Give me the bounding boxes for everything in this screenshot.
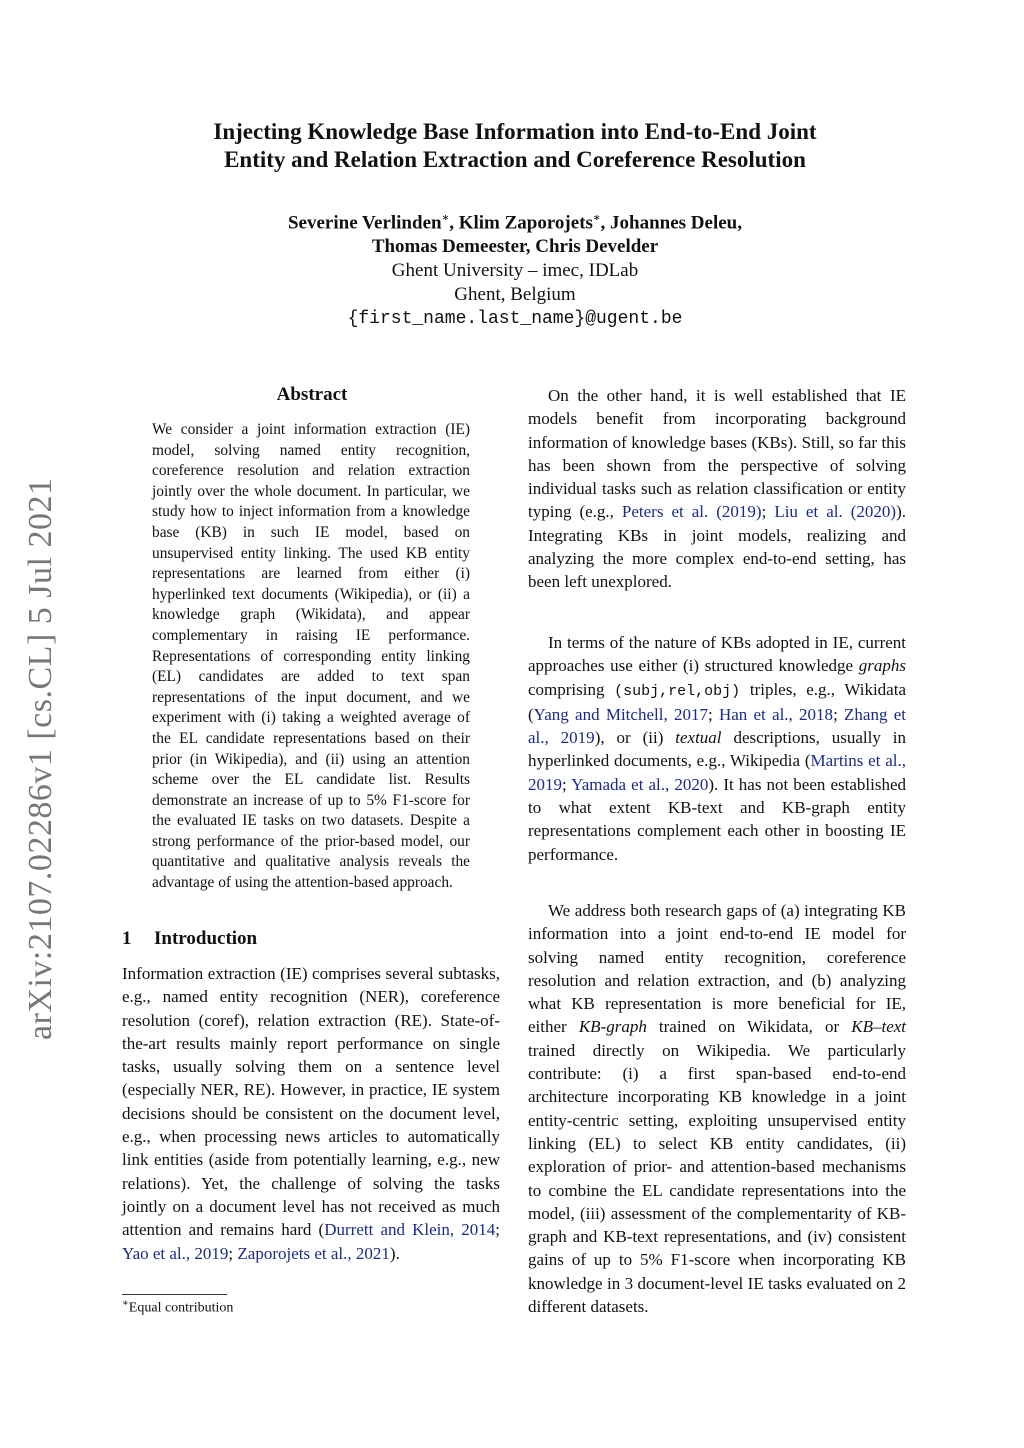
author-name: Severine Verlinden bbox=[287, 212, 442, 234]
citation-link[interactable]: Zaporojets et al., 2021 bbox=[237, 1243, 390, 1263]
footnote-mark: ∗ bbox=[122, 1298, 129, 1309]
author-line-1: Severine Verlinden∗, Klim Zaporojets∗, Johannes Deleu, bbox=[287, 212, 742, 234]
citation-link[interactable]: Martins et al., 2019 bbox=[528, 751, 906, 794]
author-name: Thomas Demeester bbox=[371, 236, 526, 258]
author-line-2: Thomas Demeester, Chris Develder bbox=[371, 236, 659, 258]
author-name: Chris Develder bbox=[535, 236, 659, 258]
right-paragraph-1: On the other hand, it is well established that IE models benefit from incorporating background information of knowledge bases (KBs). Still, so far this has been shown from the perspective of solving individual tasks such as relation classification or entity typing (e.g., Peters et al. (2019); Liu et al. (2020)). Integrating KBs in joint models, realizing and analyzing the more complex end-to-end setting, has been left unexplored. bbox=[528, 386, 906, 592]
footnote-rule bbox=[122, 1294, 227, 1295]
affiliation: Ghent University – imec, IDLab bbox=[391, 260, 639, 282]
equal-contribution-mark: ∗ bbox=[441, 212, 450, 224]
citation-link[interactable]: Liu et al. (2020) bbox=[774, 502, 897, 522]
triple-notation: (subj,rel,obj) bbox=[614, 682, 741, 700]
right-paragraph-2: In terms of the nature of KBs adopted in IE, current approaches use either (i) structured knowledge graphs comprising (subj,rel,obj) triples, e.g., Wikidata (Yang and Mitchell, 2017; Han et al., 2018; Zhang et al., 2019), or (ii) textual descriptions, usually in hyperlinked documents, e.g., Wikipedia (Martins et al., 2019; Yamada et al., 2020). It has not been established to what extent KB-text and KB-graph entity representations complement each other in boosting IE performance. bbox=[528, 633, 907, 864]
citation-link[interactable]: Durrett and Klein, 2014 bbox=[324, 1220, 496, 1240]
footnote-text: Equal contribution bbox=[128, 1300, 234, 1316]
citation-link[interactable]: Yao et al., 2019 bbox=[122, 1243, 229, 1263]
introduction-paragraph: Information extraction (IE) comprises several subtasks, e.g., named entity recognition (NER), coreference resolution (coref), relation extraction (RE). State-of-the-art results mainly report performance on single tasks, usually solving them on a sentence level (especially NER, RE). However, in practice, IE system decisions should be consistent on the document level, e.g., when processing news articles to automatically link entities (aside from potentially learning, e.g., new relations). Yet, the challenge of solving the tasks jointly on a document level has not received as much attention and remains hard (Durrett and Klein, 2014; Yao et al., 2019; Zaporojets et al., 2021). bbox=[122, 964, 501, 1263]
paper-title bbox=[130, 118, 900, 174]
right-paragraph-3: We address both research gaps of (a) integrating KB information into a joint end-to-end IE model for solving named entity recognition, coreference resolution and relation extraction, and (b) analyzing what KB representation is more beneficial for IE, either KB-graph trained on Wikidata, or KB–text trained directly on Wikipedia. We particularly contribute: (i) a first span-based end-to-end architecture incorporating KB knowledge in a joint entity-centric setting, exploiting unsupervised entity linking (EL) to select KB entity candidates, (ii) exploration of prior- and attention-based mechanisms to combine the EL candidate representations into the model, (iii) assessment of the complementarity of KB-graph and KB-text representations, and (iv) consistent gains of up to 5% F1-score when incorporating KB knowledge in 3 document-level IE tasks evaluated on 2 different datasets. bbox=[528, 901, 907, 1317]
author-name: Klim Zaporojets bbox=[458, 212, 593, 234]
equal-contribution-mark: ∗ bbox=[592, 212, 601, 224]
arxiv-identifier: arXiv:2107.02286v1 [cs.CL] 5 Jul 2021 bbox=[22, 477, 59, 1040]
citation-link[interactable]: Yang and Mitchell, 2017 bbox=[533, 704, 708, 724]
section-title: Introduction bbox=[154, 928, 258, 949]
footnote bbox=[122, 1298, 233, 1317]
author-block bbox=[130, 206, 900, 331]
citation-link[interactable]: Peters et al. (2019) bbox=[621, 502, 762, 522]
title-line-2: Entity and Relation Extraction and Coreference Resolution bbox=[224, 147, 806, 172]
abstract-text: We consider a joint information extraction (IE) model, solving named entity recognition, coreference resolution and relation extraction jointly over the whole document. In particular, we study how to inject information from a knowledge base (KB) in such IE model, based on unsupervised entity linking. The used KB entity representations are learned from either (i) hyperlinked text documents (Wikipedia), or (ii) a knowledge graph (Wikidata), and appear complementary in raising IE performance. Representations of corresponding entity linking (EL) candidates are added to text span representations of the input document, and we experiment with (i) taking a weighted average of the EL candidate representations based on their prior (in Wikipedia), and (ii) using an attention scheme over the EL candidate list. Results demonstrate an increase of up to 5% F1-score for the evaluated IE tasks on two datasets. Despite a strong performance of the prior-based model, our quantitative and qualitative analysis reveals the advantage of using the attention-based approach. bbox=[152, 421, 470, 892]
section-heading-introduction bbox=[122, 928, 257, 950]
title-line-1: Injecting Knowledge Base Information into End-to-End Joint bbox=[213, 119, 817, 144]
abstract-heading: Abstract bbox=[276, 384, 348, 405]
citation-link[interactable]: Zhang et al., 2019 bbox=[528, 704, 906, 748]
section-number: 1 bbox=[122, 928, 132, 949]
author-name: Johannes Deleu, bbox=[610, 212, 742, 234]
citation-link[interactable]: Yamada et al., 2020 bbox=[571, 774, 709, 794]
author-email: {first_name.last_name}@ugent.be bbox=[347, 309, 683, 330]
citation-link[interactable]: Han et al., 2018 bbox=[718, 704, 834, 724]
location: Ghent, Belgium bbox=[454, 284, 576, 306]
